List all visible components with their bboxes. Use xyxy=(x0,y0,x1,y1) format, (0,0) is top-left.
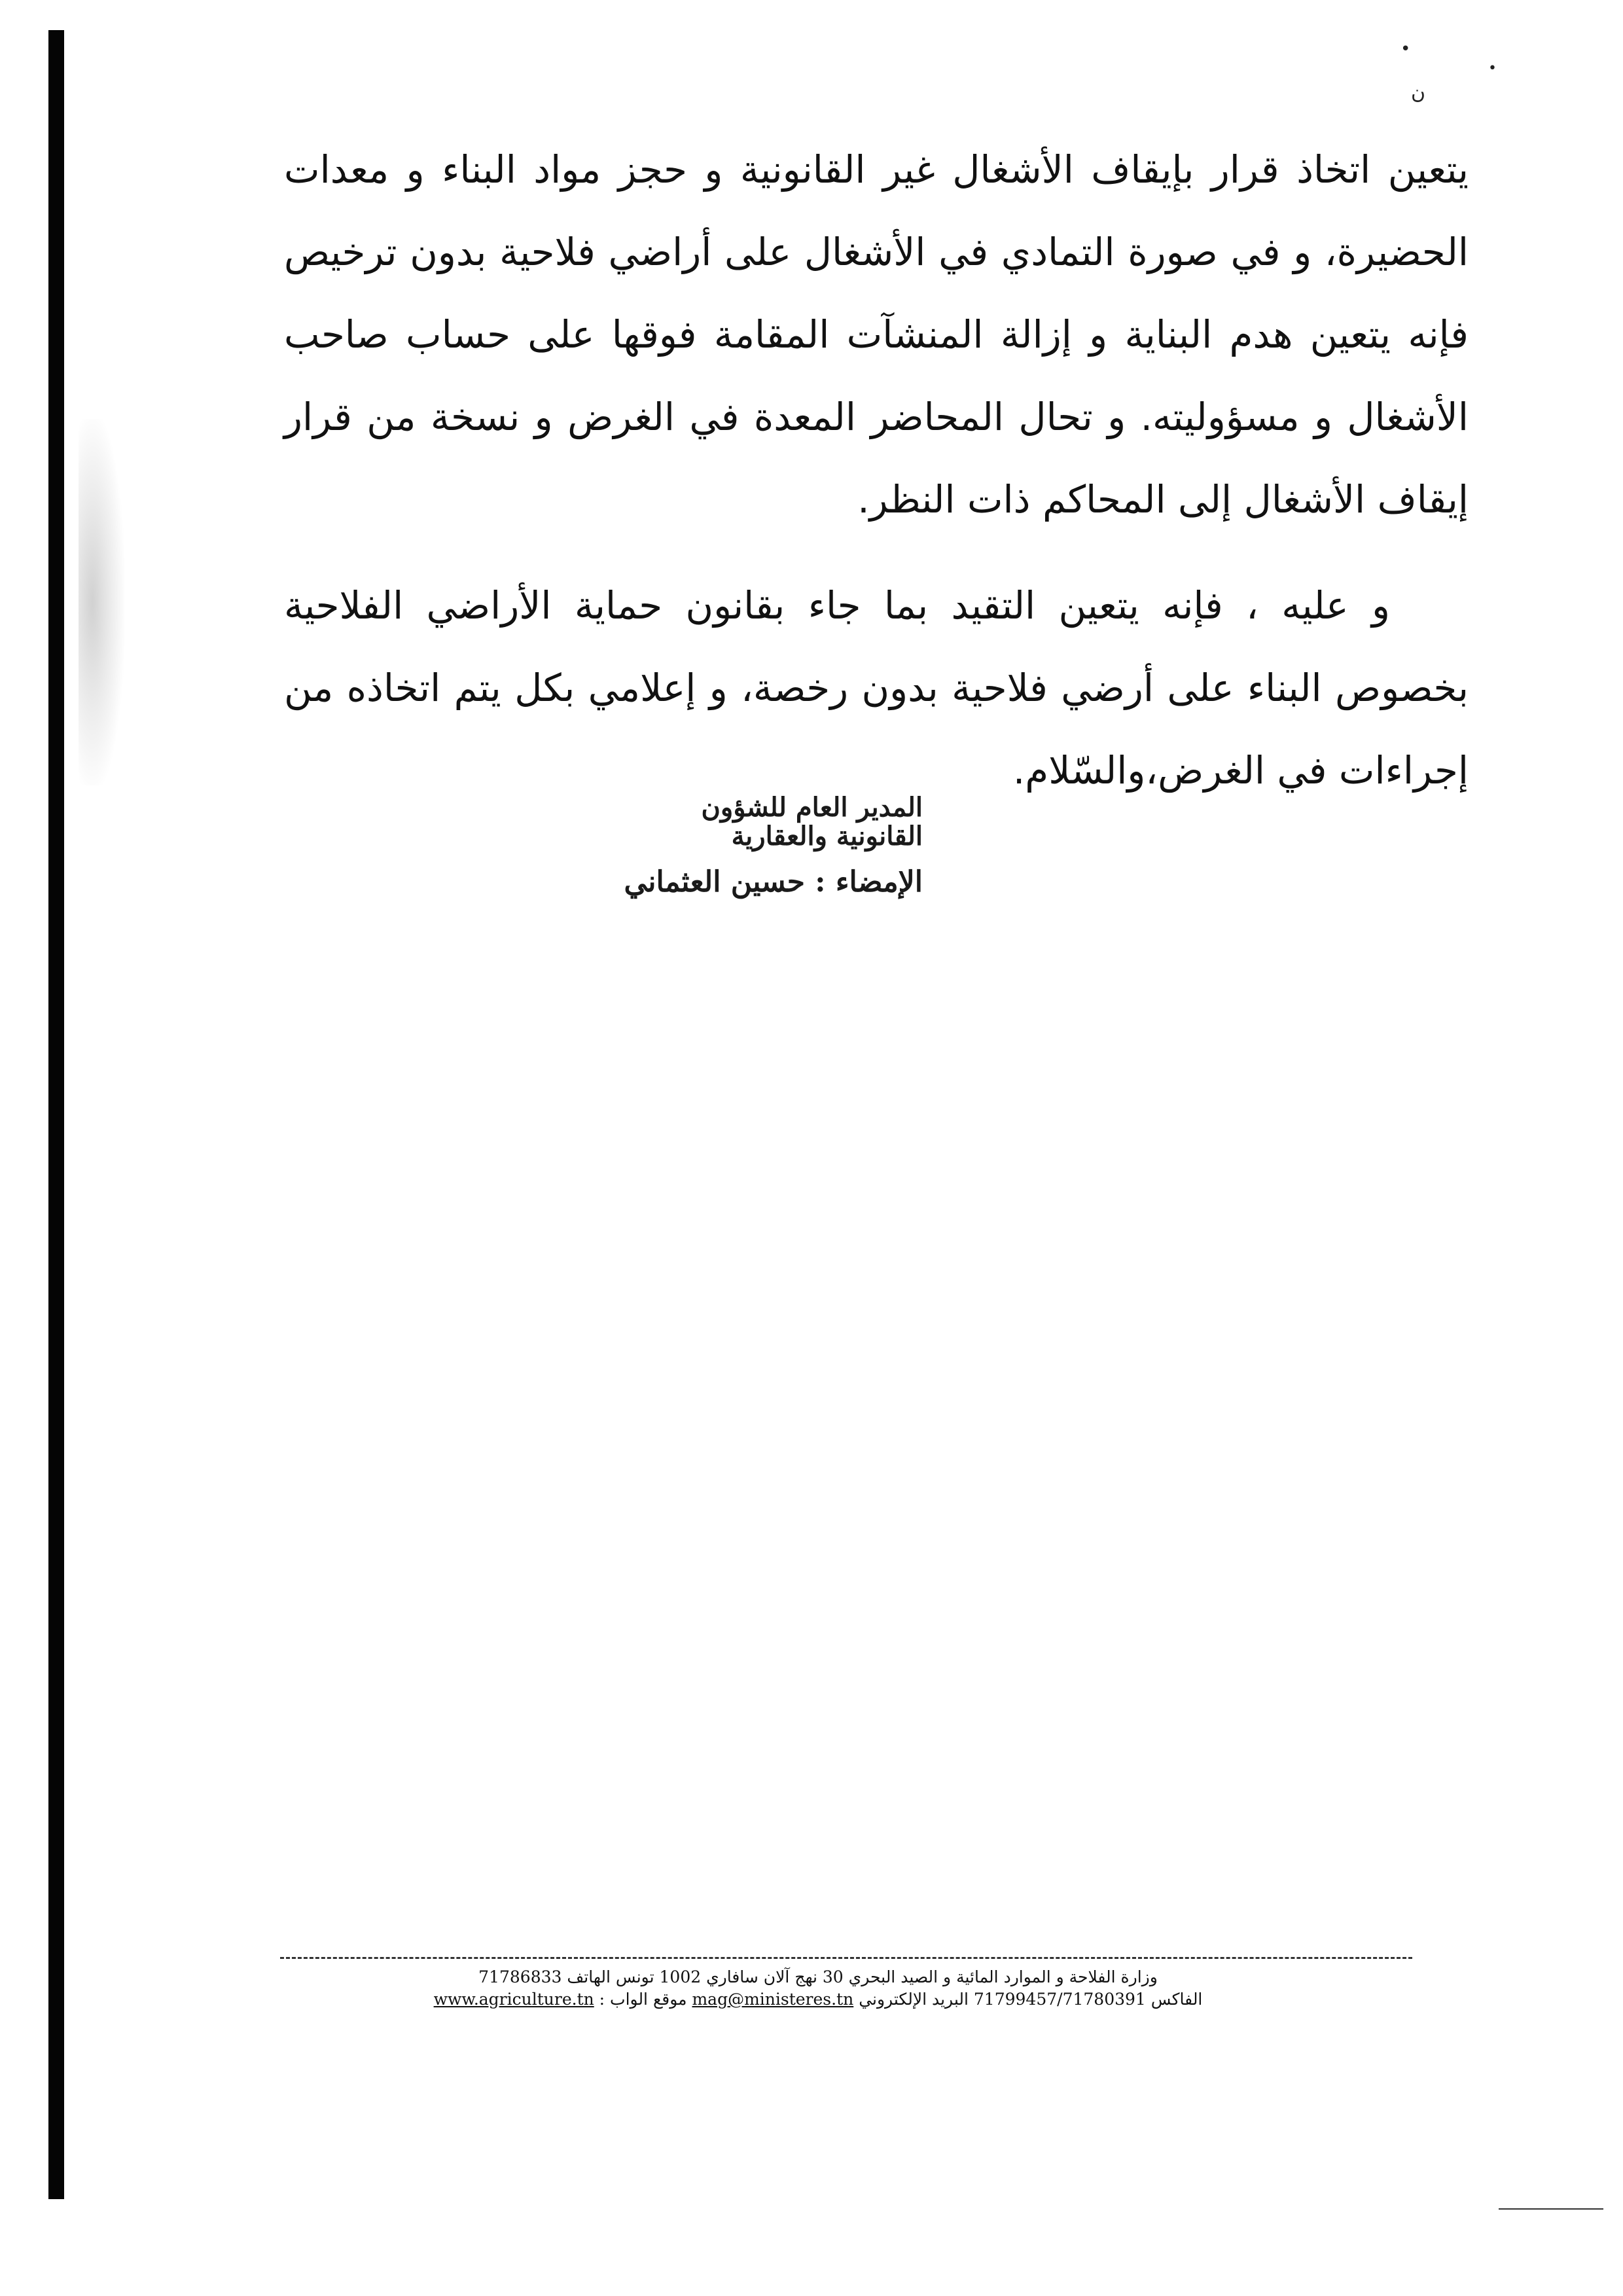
header-mark: ن xyxy=(1411,81,1426,104)
signature-name: الإمضاء : حسين العثماني xyxy=(624,865,923,899)
scan-noise xyxy=(79,419,124,785)
footer-website-link[interactable]: www.agriculture.tn xyxy=(433,1990,594,2009)
footer-email-link[interactable]: mag@ministeres.tn xyxy=(692,1990,854,2009)
scan-edge-bar xyxy=(48,30,64,2199)
body-paragraph-2: و عليه ، فإنه يتعين التقيد بما جاء بقانون حماية الأراضي الفلاحية بخصوص البناء على أرضي فلاحية بدون رخصة، و إعلامي بكل يتم اتخاذه من إجراءات في الغرض،والسّلام. xyxy=(284,583,1469,793)
footer-fax-label: الفاكس 71799457/71780391 البريد الإلكتروني xyxy=(859,1990,1203,2009)
corner-dot: • xyxy=(1488,60,1497,77)
footer-website-label: موقع الواب : xyxy=(599,1990,687,2009)
footer-address: وزارة الفلاحة و الموارد المائية و الصيد البحري 30 نهج آلان سافاري 1002 تونس الهاتف 71786833 xyxy=(478,1967,1158,1986)
signature-title-line-2: القانونية والعقارية xyxy=(731,821,923,852)
body-paragraph-1: يتعين اتخاذ قرار بإيقاف الأشغال غير القانونية و حجز مواد البناء و معدات الحضيرة، و في صورة التمادي في الأشغال على أراضي فلاحية بدون ترخيص فإنه يتعين هدم البناية و إزالة المنشآت المقامة فوقها على حساب صاحب الأشغال و مسؤوليته. و تحال المحاضر المعدة في الغرض و نسخة من قرار إيقاف الأشغال إلى المحاكم ذات النظر. xyxy=(284,147,1469,522)
corner-dot: • xyxy=(1400,39,1411,59)
footer-contact xyxy=(366,1988,1270,2011)
signature-title-line-1: المدير العام للشؤون xyxy=(701,792,923,823)
scan-stroke xyxy=(1499,2208,1603,2210)
footer-divider xyxy=(280,1957,1412,1959)
signature-block xyxy=(582,793,923,899)
footer xyxy=(366,1966,1270,2011)
